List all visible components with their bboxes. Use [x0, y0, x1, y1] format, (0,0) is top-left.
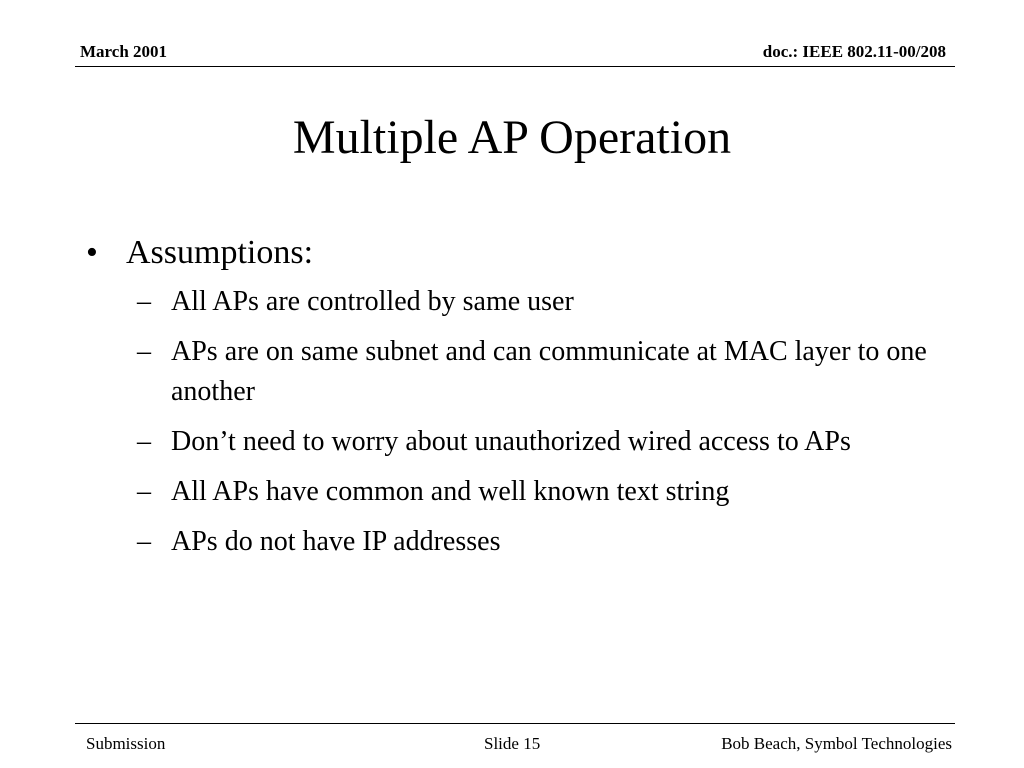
footer-author: Bob Beach, Symbol Technologies [721, 734, 952, 753]
footer-submission: Submission [86, 734, 166, 753]
sub-bullet-item [86, 422, 941, 462]
sub-bullet-item [86, 282, 941, 322]
footer-divider [75, 723, 955, 724]
sub-bullet-text: APs do not have IP addresses [171, 526, 501, 557]
dash-marker: – [137, 476, 151, 507]
bullet-marker: • [86, 234, 98, 271]
sub-bullet-item [86, 522, 941, 562]
slide-body [86, 232, 956, 572]
slide-title: Multiple AP Operation [292, 111, 732, 164]
sub-bullet-text: All APs have common and well known text string [171, 476, 730, 507]
header-divider [75, 66, 955, 67]
sub-bullet-text: All APs are controlled by same user [171, 286, 574, 317]
header-date: March 2001 [80, 42, 168, 61]
sub-bullet-item [86, 332, 941, 412]
dash-marker: – [137, 426, 151, 457]
dash-marker: – [137, 526, 151, 557]
sub-bullet-item [86, 472, 941, 512]
bullet-text: Assumptions: [126, 234, 314, 271]
sub-bullet-list [86, 282, 956, 562]
header-doc-id: doc.: IEEE 802.11-00/208 [762, 42, 946, 61]
sub-bullet-text: Don’t need to worry about unauthorized wired access to APs [171, 426, 851, 457]
footer-slide-number: Slide 15 [484, 734, 541, 753]
sub-bullet-text: APs are on same subnet and can communicate at MAC layer to one another [171, 336, 927, 407]
dash-marker: – [137, 286, 151, 317]
bullet-item [86, 232, 956, 274]
dash-marker: – [137, 336, 151, 367]
